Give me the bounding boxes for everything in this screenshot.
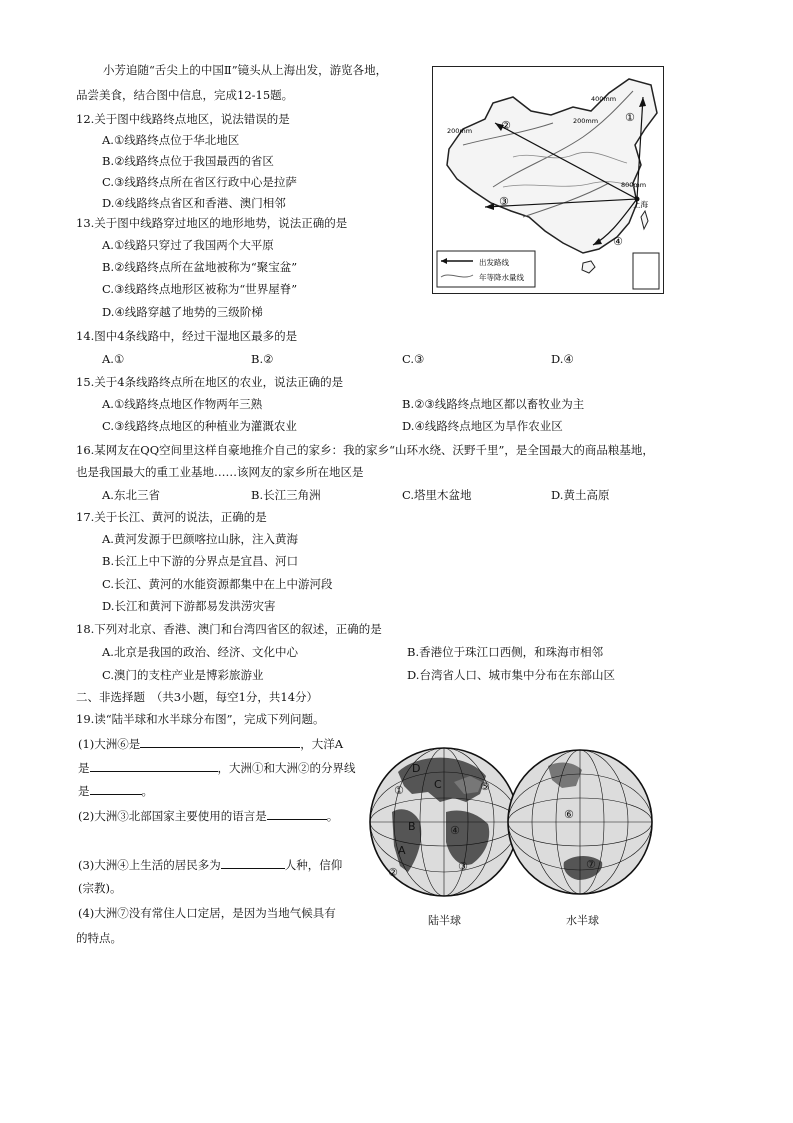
land-mark-b: B xyxy=(408,820,416,833)
q15-option-b: B.②③线路终点地区都以畜牧业为主 xyxy=(402,397,585,411)
land-hemisphere-label: 陆半球 xyxy=(428,914,461,927)
q14-option-c: C.③ xyxy=(402,352,425,366)
q19-p2-text-a: (2)大洲③北部国家主要使用的语言是 xyxy=(78,809,267,823)
q19-part-4-line-1: (4)大洲⑦没有常住人口定居，是因为当地气候具有 xyxy=(78,906,336,920)
q18-option-a: A.北京是我国的政治、经济、文化中心 xyxy=(102,645,298,659)
south-china-sea-inset xyxy=(633,253,659,289)
section-2-heading: 二、非选择题 （共3小题，每空1分，共14分） xyxy=(76,690,319,704)
q19-stem: 19.读“陆半球和水半球分布图”，完成下列问题。 xyxy=(76,712,325,726)
isohyet-400-label: 400mm xyxy=(591,95,617,103)
q16-stem-line-1: 16.某网友在QQ空间里这样自豪地推介自己的家乡：我的家乡“山环水绕、沃野千里”，是全国最大的商品粮基地， xyxy=(76,443,654,457)
q19-p1-text-e: 是 xyxy=(78,784,90,798)
q16-option-a: A.东北三省 xyxy=(102,488,160,502)
route-1-label: ① xyxy=(625,111,635,124)
land-mark-1: ① xyxy=(394,784,404,797)
shanghai-label: 上海 xyxy=(633,200,648,209)
water-mark-6: ⑥ xyxy=(564,808,574,821)
route-3-arrowhead xyxy=(485,203,494,210)
q19-part-4-line-2: 的特点。 xyxy=(76,931,122,945)
q15-option-c: C.③线路终点地区的种植业为灌溉农业 xyxy=(102,419,297,433)
land-mark-3: ③ xyxy=(458,860,468,873)
q17-option-c: C.长江、黄河的水能资源都集中在上中游河段 xyxy=(102,577,333,591)
land-mark-2: ② xyxy=(388,866,398,879)
q13-option-b: B.②线路终点所在盆地被称为“聚宝盆” xyxy=(102,260,298,274)
q19-part-3-line-1 xyxy=(78,857,342,872)
q19-p1-text-f: 。 xyxy=(141,784,153,798)
q14-option-a: A.① xyxy=(102,352,125,366)
q19-p2-text-b: 。 xyxy=(326,809,339,823)
q13-option-d: D.④线路穿越了地势的三级阶梯 xyxy=(102,305,263,319)
water-hemisphere-globe xyxy=(508,750,652,894)
q15-stem: 15.关于4条线路终点所在地区的农业，说法正确的是 xyxy=(76,375,344,389)
q17-option-a: A.黄河发源于巴颜喀拉山脉，注入黄海 xyxy=(102,532,298,546)
q17-option-d: D.长江和黄河下游都易发洪涝灾害 xyxy=(102,599,276,613)
q19-part-1-line-3 xyxy=(78,783,153,798)
answer-blank-continent-6[interactable] xyxy=(140,736,300,748)
taiwan-island xyxy=(641,211,648,229)
intro-line-1: 小芳追随“舌尖上的中国Ⅱ”镜头从上海出发，游览各地， xyxy=(103,63,388,77)
isohyet-200-label-east: 200mm xyxy=(573,117,599,125)
legend-isohyet-label: 年等降水量线 xyxy=(479,273,524,282)
answer-blank-boundary[interactable] xyxy=(90,783,142,795)
intro-line-2: 品尝美食，结合图中信息，完成12-15题。 xyxy=(76,88,294,102)
china-outline xyxy=(447,79,657,253)
land-mark-c: C xyxy=(434,778,442,791)
q13-stem: 13.关于图中线路穿过地区的地形地势，说法正确的是 xyxy=(76,216,348,230)
hemispheres-figure xyxy=(368,742,658,910)
q13-option-a: A.①线路只穿过了我国两个大平原 xyxy=(102,238,274,252)
q16-option-d: D.黄土高原 xyxy=(551,488,610,502)
route-2-label: ② xyxy=(501,119,511,132)
q14-stem: 14.图中4条线路中，经过干湿地区最多的是 xyxy=(76,329,298,343)
q19-p3-text-a: (3)大洲④上生活的居民多为 xyxy=(78,858,221,872)
land-mark-5: ⑤ xyxy=(480,780,490,793)
q12-option-d: D.④线路终点省区和香港、澳门相邻 xyxy=(102,196,286,210)
legend-route-label: 出发路线 xyxy=(479,258,509,267)
answer-blank-race[interactable] xyxy=(221,857,285,869)
q12-option-c: C.③线路终点所在省区行政中心是拉萨 xyxy=(102,175,297,189)
q14-option-b: B.② xyxy=(251,352,274,366)
q15-option-d: D.④线路终点地区为旱作农业区 xyxy=(402,419,563,433)
q13-option-c: C.③线路终点地形区被称为“世界屋脊” xyxy=(102,282,298,296)
q16-option-c: C.塔里木盆地 xyxy=(402,488,472,502)
isohyet-800-label: 800mm xyxy=(621,181,647,189)
q17-option-b: B.长江上中下游的分界点是宜昌、河口 xyxy=(102,554,299,568)
land-mark-a: A xyxy=(398,844,406,857)
q18-option-d: D.台湾省人口、城市集中分布在东部山区 xyxy=(407,668,615,682)
land-mark-d: D xyxy=(412,762,421,775)
route-4-label: ④ xyxy=(613,235,623,248)
q12-option-a: A.①线路终点位于华北地区 xyxy=(102,133,240,147)
q19-p3-text-b: 人种，信仰 xyxy=(284,858,343,872)
q19-p1-text-d: ，大洲①和大洲②的分界线 xyxy=(217,761,356,775)
q18-option-b: B.香港位于珠江口西侧，和珠海市相邻 xyxy=(407,645,604,659)
hainan-island xyxy=(582,261,595,273)
water-mark-7: ⑦ xyxy=(586,858,596,871)
q19-p1-text-c: 是 xyxy=(78,761,90,775)
china-route-map xyxy=(432,66,664,294)
q17-stem: 17.关于长江、黄河的说法，正确的是 xyxy=(76,510,267,524)
q15-option-a: A.①线路终点地区作物两年三熟 xyxy=(102,397,263,411)
q16-option-b: B.长江三角洲 xyxy=(251,488,321,502)
answer-blank-language[interactable] xyxy=(267,808,327,820)
q14-option-d: D.④ xyxy=(551,352,574,366)
q19-part-1-line-1 xyxy=(78,736,343,751)
q12-stem: 12.关于图中线路终点地区，说法错误的是 xyxy=(76,112,290,126)
route-3-label: ③ xyxy=(499,195,509,208)
q19-part-2 xyxy=(78,808,338,823)
q18-option-c: C.澳门的支柱产业是博彩旅游业 xyxy=(102,668,264,682)
q12-option-b: B.②线路终点位于我国最西的省区 xyxy=(102,154,274,168)
water-hemisphere-label: 水半球 xyxy=(566,914,599,927)
isohyet-200-label-west: 200mm xyxy=(447,127,473,135)
q18-stem: 18.下列对北京、香港、澳门和台湾四省区的叙述，正确的是 xyxy=(76,622,382,636)
land-mark-4: ④ xyxy=(450,824,460,837)
q19-p1-text-a: (1)大洲⑥是 xyxy=(78,737,141,751)
answer-blank-ocean-a[interactable] xyxy=(90,760,218,772)
china-map-graphic xyxy=(433,67,663,293)
q19-p1-text-b: ，大洋A xyxy=(300,737,344,751)
q19-part-3-line-2: (宗教)。 xyxy=(78,881,122,895)
q16-stem-line-2: 也是我国最大的重工业基地……该网友的家乡所在地区是 xyxy=(76,465,364,479)
q19-part-1-line-2 xyxy=(78,760,356,775)
